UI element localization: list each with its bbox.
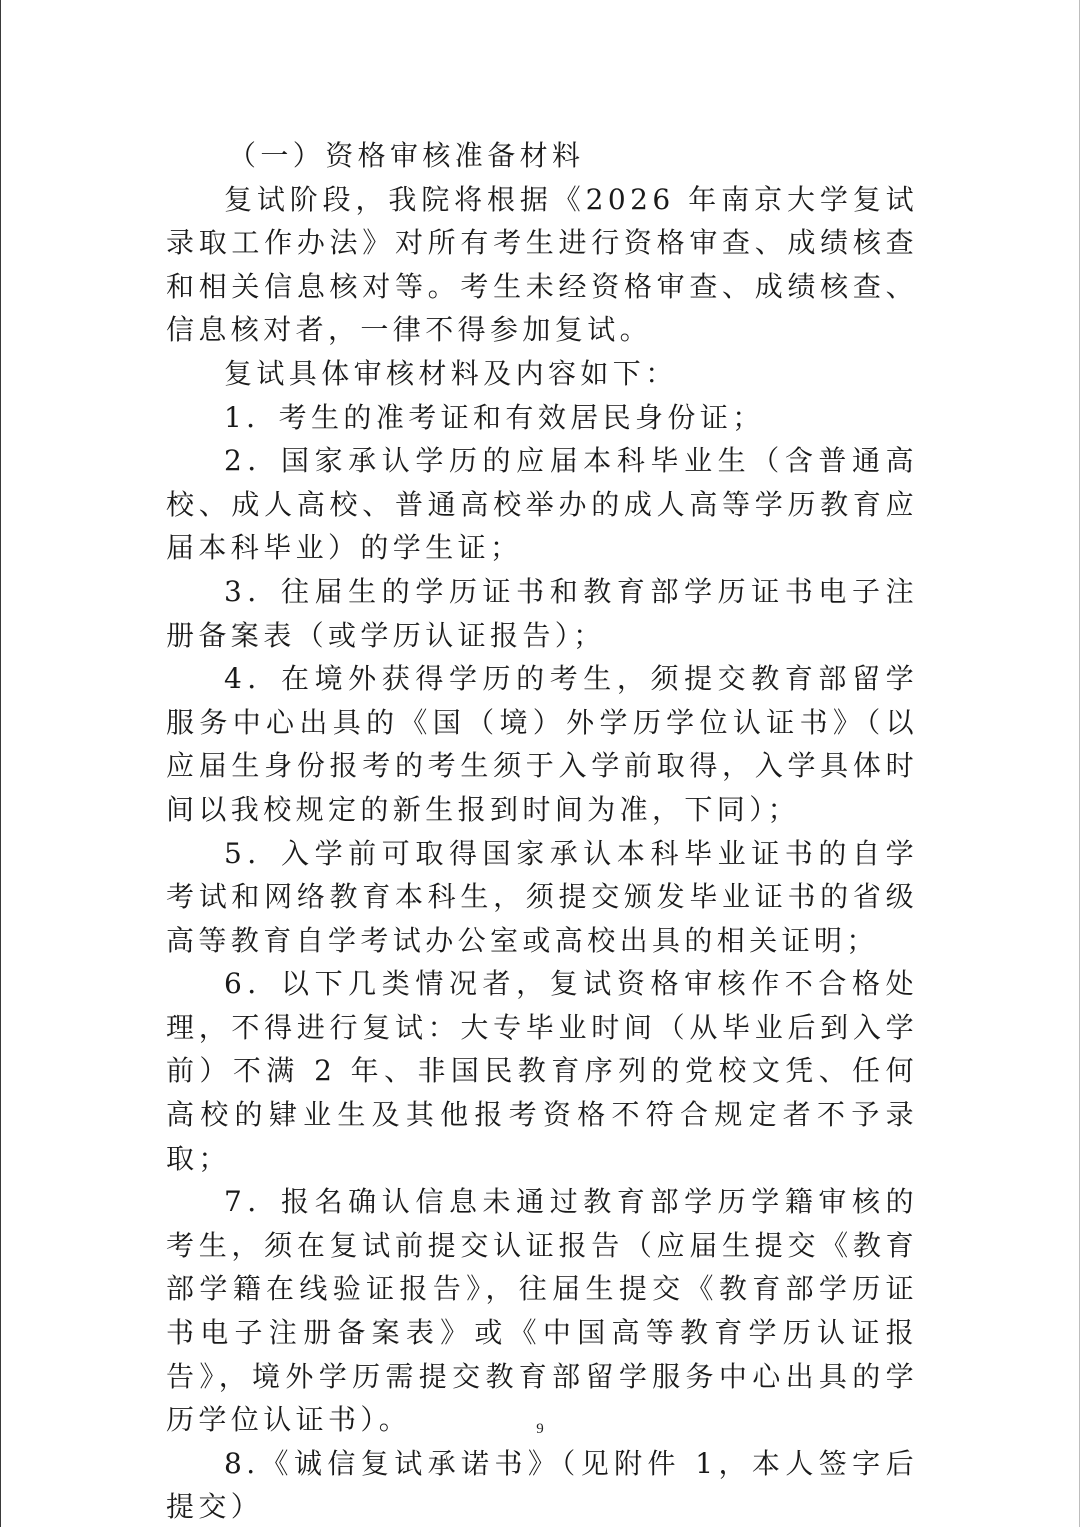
list-item-4: 4．在境外获得学历的考生，须提交教育部留学服务中心出具的《国（境）外学历学位认证书》（以应届生身份报考的考生须于入学前取得，入学具体时间以我校规定的新生报到时间为准，下同）； xyxy=(166,662,918,826)
section-heading: （一）资格审核准备材料 xyxy=(228,139,585,172)
page-number: 9 xyxy=(536,1421,544,1437)
list-item-1: 1．考生的准考证和有效居民身份证； xyxy=(224,400,765,434)
page-edge-left xyxy=(0,0,1,1527)
list-item-3: 3．往届生的学历证书和教育部学历证书电子注册备案表（或学历认证报告）； xyxy=(166,574,918,652)
list-item-2: 2．国家承认学历的应届本科毕业生（含普通高校、成人高校、普通高校举办的成人高等学历教育应届本科毕业）的学生证； xyxy=(166,444,918,565)
paragraph-intro: 复试阶段，我院将根据《2026 年南京大学复试录取工作办法》对所有考生进行资格审查、成绩核查和相关信息核对等。考生未经资格审查、成绩核查、信息核对者，一律不得参加复试。 xyxy=(166,182,918,347)
list-item-8: 8.《诚信复试承诺书》（见附件 1，本人签字后提交） xyxy=(166,1446,918,1524)
list-item-7: 7．报名确认信息未通过教育部学历学籍审核的考生，须在复试前提交认证报告（应届生提交《教育部学籍在线验证报告》，往届生提交《教育部学历证书电子注册备案表》或《中国高等教育学历认证报告》，境外学历需提交教育部留学服务中心出具的学历学位认证书）。 xyxy=(166,1185,918,1437)
list-item-5: 5．入学前可取得国家承认本科毕业证书的自学考试和网络教育本科生，须提交颁发毕业证书的省级高等教育自学考试办公室或高校出具的相关证明； xyxy=(166,836,918,957)
list-item-6: 6．以下几类情况者，复试资格审核作不合格处理，不得进行复试：大专毕业时间（从毕业后到入学前）不满 2 年、非国民教育序列的党校文凭、任何高校的肄业生及其他报考资格不符合规定者不予录取； xyxy=(166,967,918,1175)
paragraph-materials-intro: 复试具体审核材料及内容如下： xyxy=(224,356,678,390)
document-body xyxy=(166,134,918,1529)
